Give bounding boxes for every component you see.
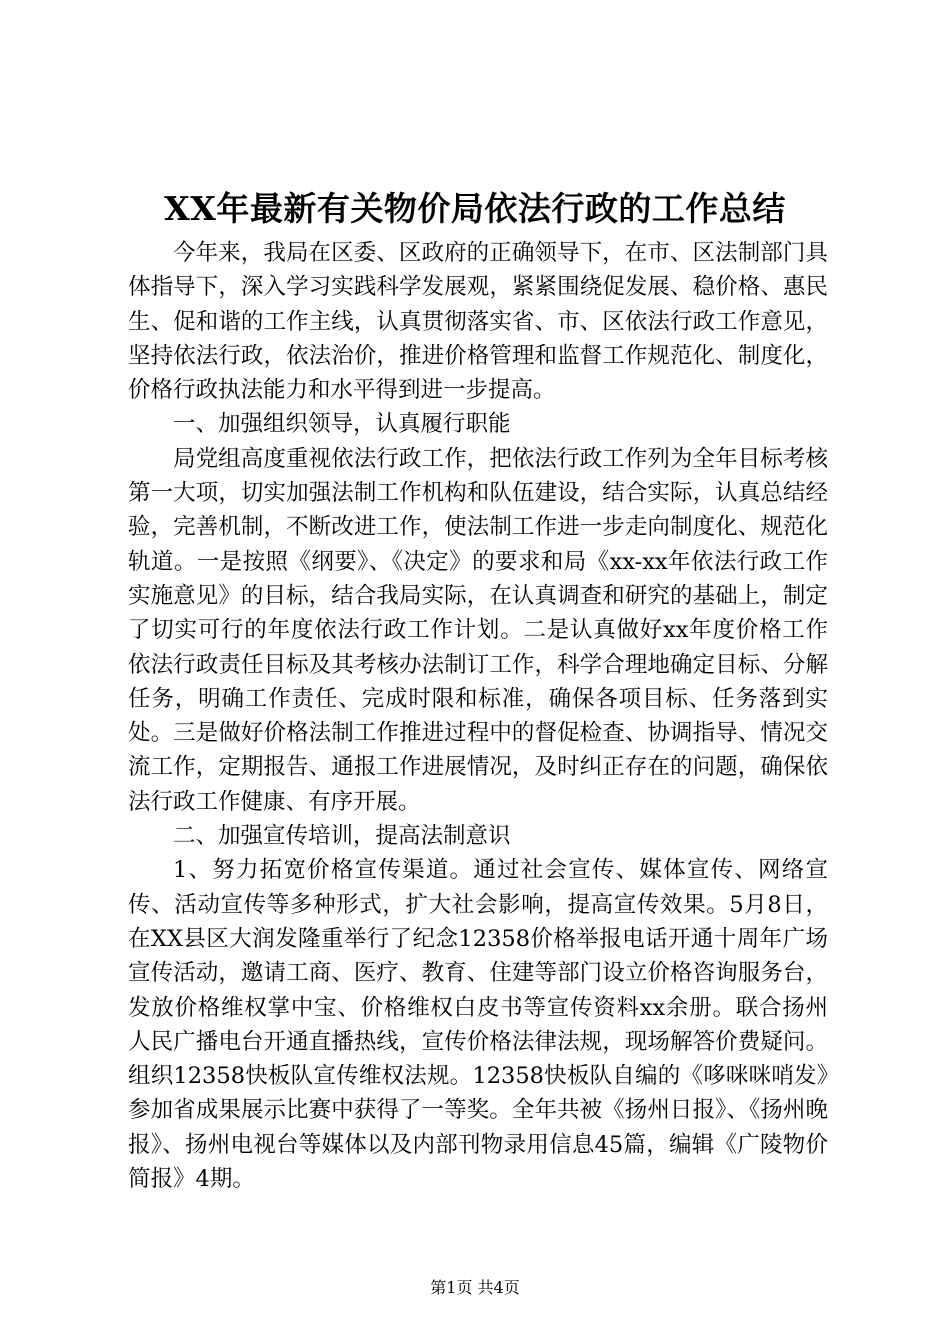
section-1-paragraph: 局党组高度重视依法行政工作，把依法行政工作列为全年目标考核第一大项，切实加强法制工作机构和队伍建设，结合实际，认真总结经验，完善机制，不断改进工作，使法制工作进一步走向制度化、规范化轨道。一是按照《纲要》、《决定》的要求和局《xx-xx年依法行政工作实施意见》的目标，结合我局实际，在认真调查和研究的基础上，制定了切实可行的年度依法行政工作计划。二是认真做好xx年度价格工作依法行政责任目标及其考核办法制订工作，科学合理地确定目标、分解任务，明确工作责任、完成时限和标准，确保各项目标、任务落到实处。三是做好价格法制工作推进过程中的督促检查、协调指导、情况交流工作，定期报告、通报工作进展情况，及时纠正存在的问题，确保依法行政工作健康、有序开展。 — [128, 445, 828, 815]
page-number-footer: 第1页 共4页 — [430, 1278, 520, 1297]
section-2-paragraph: 1、努力拓宽价格宣传渠道。通过社会宣传、媒体宣传、网络宣传、活动宣传等多种形式，扩大社会影响，提高宣传效果。5月8日，在XX县区大润发隆重举行了纪念12358价格举报电话开通十周年广场宣传活动，邀请工商、医疗、教育、住建等部门设立价格咨询服务台，发放价格维权掌中宝、价格维权白皮书等宣传资料xx余册。联合扬州人民广播电台开通直播热线，宣传价格法律法规，现场解答价费疑问。组织12358快板队宣传维权法规。12358快板队自编的《哆咪咪哨发》参加省成果展示比赛中获得了一等奖。全年共被《扬州日报》、《扬州晚报》、扬州电视台等媒体以及内部刊物录用信息45篇，编辑《广陵物价简报》4期。 — [128, 857, 828, 1193]
document-title: XX年最新有关物价局依法行政的工作总结 — [164, 189, 786, 228]
intro-paragraph: 今年来，我局在区委、区政府的正确领导下，在市、区法制部门具体指导下，深入学习实践科学发展观，紧紧围绕促发展、稳价格、惠民生、促和谐的工作主线，认真贯彻落实省、市、区依法行政工作意见，坚持依法行政，依法治价，推进价格管理和监督工作规范化、制度化，价格行政执法能力和水平得到进一步提高。 — [128, 240, 828, 404]
document-body — [128, 236, 828, 1196]
section-heading-2: 二、加强宣传培训，提高法制意识 — [173, 823, 511, 850]
section-heading-1: 一、加强组织领导，认真履行职能 — [173, 411, 511, 438]
